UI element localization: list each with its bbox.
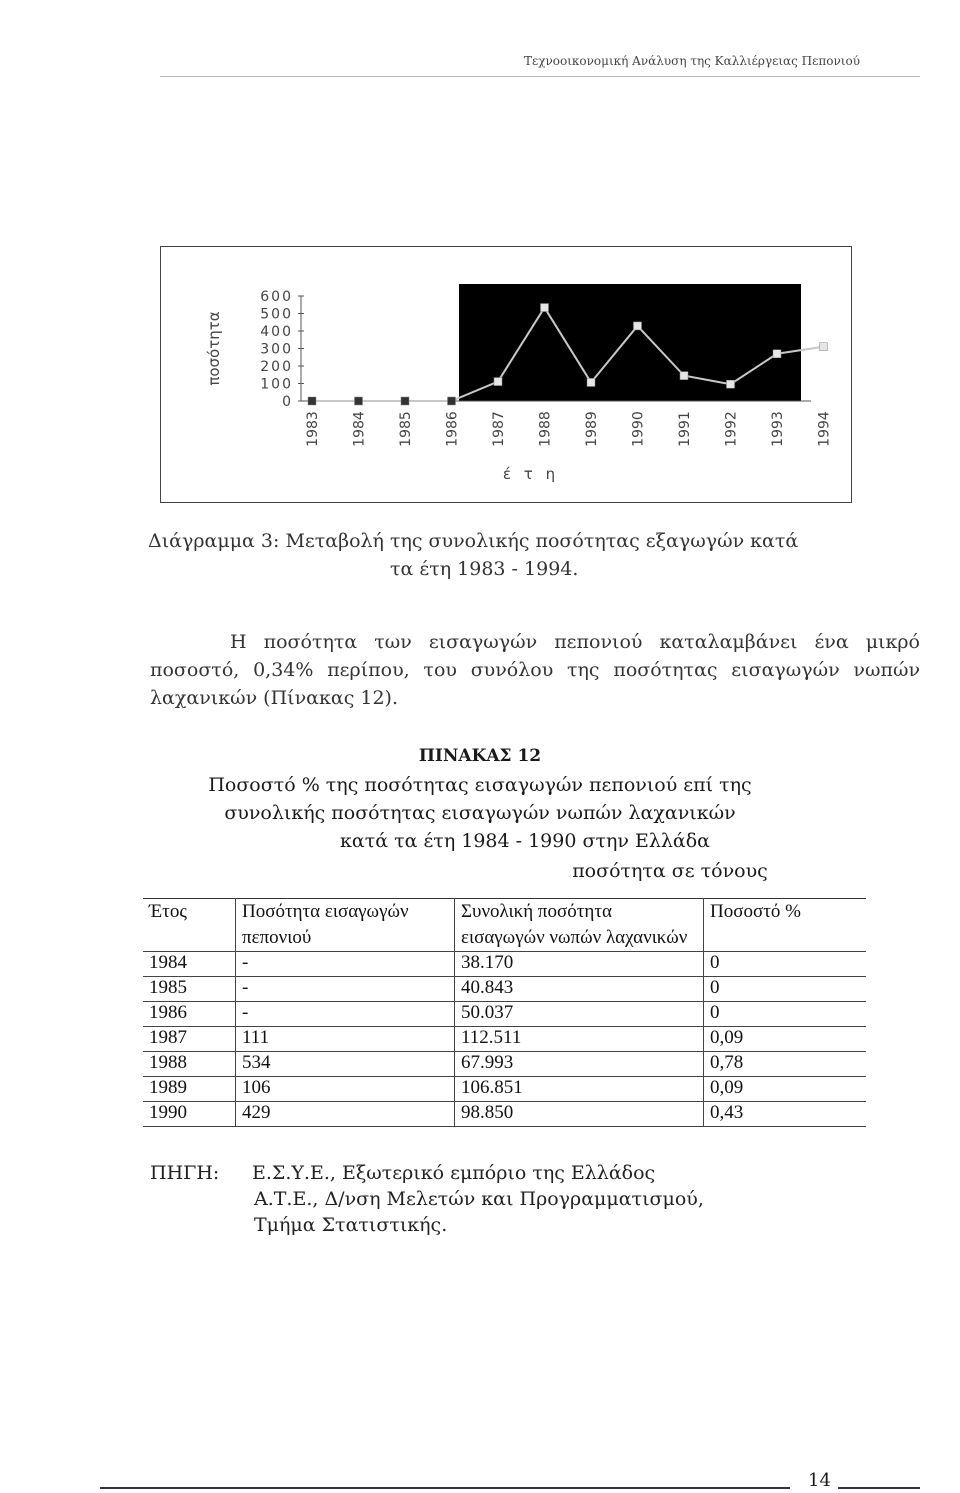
table-row (143, 977, 866, 1002)
y-tick-label: 500 (260, 306, 293, 323)
x-tick-label: 1984 (351, 411, 368, 447)
footer-rule-left (100, 1487, 790, 1489)
header-total-imports: Συνολική ποσότητα εισαγωγών νωπών λαχανικών (455, 899, 704, 952)
cell-year: 1987 (149, 1027, 187, 1048)
cell-melon-imports: - (236, 977, 455, 1002)
y-tick-label: 600 (260, 289, 293, 305)
table-row (143, 952, 866, 977)
cell-percentage: 0,09 (704, 1027, 867, 1052)
data-point (541, 304, 549, 312)
source-line-3: Τμήμα Στατιστικής. (254, 1214, 448, 1236)
x-axis-title: έ τ η (502, 465, 560, 483)
y-tick-label: 0 (282, 394, 293, 410)
caption-line-2: τα έτη 1983 - 1994. (390, 558, 579, 580)
imports-table (143, 898, 866, 1127)
data-point (448, 397, 456, 405)
x-tick-label: 1989 (584, 411, 600, 447)
table-row (143, 1002, 866, 1027)
x-tick-label: 1983 (305, 411, 321, 447)
cell-percentage: 0 (704, 1002, 867, 1027)
x-tick-label: 1992 (723, 411, 740, 447)
cell-year: 1986 (149, 1002, 187, 1023)
table-row (143, 1102, 866, 1127)
data-point (355, 397, 363, 405)
cell-total-imports: 38.170 (455, 952, 704, 977)
x-tick-label: 1988 (537, 411, 554, 447)
table-title-line-3: κατά τα έτη 1984 - 1990 στην Ελλάδα (340, 830, 710, 852)
source-line-2: Α.Τ.Ε., Δ/νση Μελετών και Προγραμματισμού, (254, 1188, 704, 1210)
table-header-row (143, 899, 866, 952)
cell-year: 1990 (149, 1102, 187, 1123)
data-point (401, 397, 409, 405)
table-row (143, 1027, 866, 1052)
source-line-1: Ε.Σ.Υ.Ε., Εξωτερικό εμπόριο της Ελλάδος (252, 1162, 656, 1184)
x-tick-label: 1990 (630, 411, 647, 447)
x-tick-label: 1987 (491, 411, 507, 447)
header-rule (160, 76, 920, 77)
data-point (494, 378, 502, 386)
cell-melon-imports: - (236, 952, 455, 977)
x-tick-label: 1993 (770, 411, 786, 447)
x-tick-label: 1994 (816, 411, 833, 447)
data-point (308, 397, 316, 405)
data-point (587, 378, 595, 386)
source-label: ΠΗΓΗ: (150, 1162, 220, 1184)
cell-percentage: 0,43 (704, 1102, 867, 1127)
header-melon-imports: Ποσότητα εισαγωγών πεπονιού (236, 899, 455, 952)
table-title-line-1: Ποσοστό % της ποσότητας εισαγωγών πεπονιού επί της (208, 774, 752, 796)
y-axis-title: ποσότητα (205, 311, 223, 386)
caption-line-1: Διάγραμμα 3: Μεταβολή της συνολικής ποσότητας εξαγωγών κατά (148, 530, 799, 552)
data-point (634, 322, 642, 330)
x-tick-label: 1985 (398, 411, 414, 447)
header-percentage: Ποσοστό % (704, 899, 867, 952)
table-title-line-2: συνολικής ποσότητας εισαγωγών νωπών λαχανικών (224, 802, 736, 824)
source-note (150, 1160, 704, 1238)
cell-total-imports: 112.511 (455, 1027, 704, 1052)
x-tick-label: 1991 (677, 411, 693, 447)
table-unit-note: ποσότητα σε τόνους (572, 860, 768, 882)
cell-year: 1985 (149, 977, 187, 998)
data-point (820, 343, 828, 351)
header-year: Έτος (149, 901, 187, 922)
plot-background (459, 284, 801, 401)
cell-total-imports: 106.851 (455, 1077, 704, 1102)
cell-year: 1989 (149, 1077, 187, 1098)
body-paragraph: Η ποσότητα των εισαγωγών πεπονιού καταλαμβάνει ένα μικρό ποσοστό, 0,34% περίπου, του συνόλου της ποσότητας εισαγωγών νωπών λαχανικών (Πίνακας 12). (150, 631, 920, 709)
cell-melon-imports: 429 (236, 1102, 455, 1127)
cell-year: 1988 (149, 1052, 187, 1073)
data-point (727, 380, 735, 388)
cell-year: 1984 (149, 952, 187, 973)
cell-melon-imports: - (236, 1002, 455, 1027)
y-tick-label: 200 (260, 359, 293, 375)
figure-caption (148, 527, 848, 583)
cell-total-imports: 50.037 (455, 1002, 704, 1027)
y-tick-label: 100 (260, 376, 293, 393)
data-point (773, 350, 781, 358)
cell-percentage: 0,09 (704, 1077, 867, 1102)
cell-total-imports: 98.850 (455, 1102, 704, 1127)
cell-melon-imports: 534 (236, 1052, 455, 1077)
data-point (680, 372, 688, 380)
y-tick-label: 400 (260, 324, 293, 340)
running-header: Τεχνοοικονομική Ανάλυση της Καλλιέργειας Πεπονιού (523, 54, 860, 68)
cell-total-imports: 67.993 (455, 1052, 704, 1077)
table-label: ΠΙΝΑΚΑΣ 12 (418, 746, 542, 766)
cell-percentage: 0,78 (704, 1052, 867, 1077)
footer-rule-right (838, 1487, 920, 1489)
table-row (143, 1052, 866, 1077)
y-tick-label: 300 (260, 341, 293, 358)
cell-melon-imports: 106 (236, 1077, 455, 1102)
cell-percentage: 0 (704, 977, 867, 1002)
table-row (143, 1077, 866, 1102)
chart-frame (160, 246, 852, 503)
cell-total-imports: 40.843 (455, 977, 704, 1002)
x-tick-label: 1986 (444, 411, 461, 447)
cell-percentage: 0 (704, 952, 867, 977)
page-number: 14 (808, 1470, 831, 1491)
cell-melon-imports: 111 (236, 1027, 455, 1052)
line-chart (161, 247, 851, 502)
